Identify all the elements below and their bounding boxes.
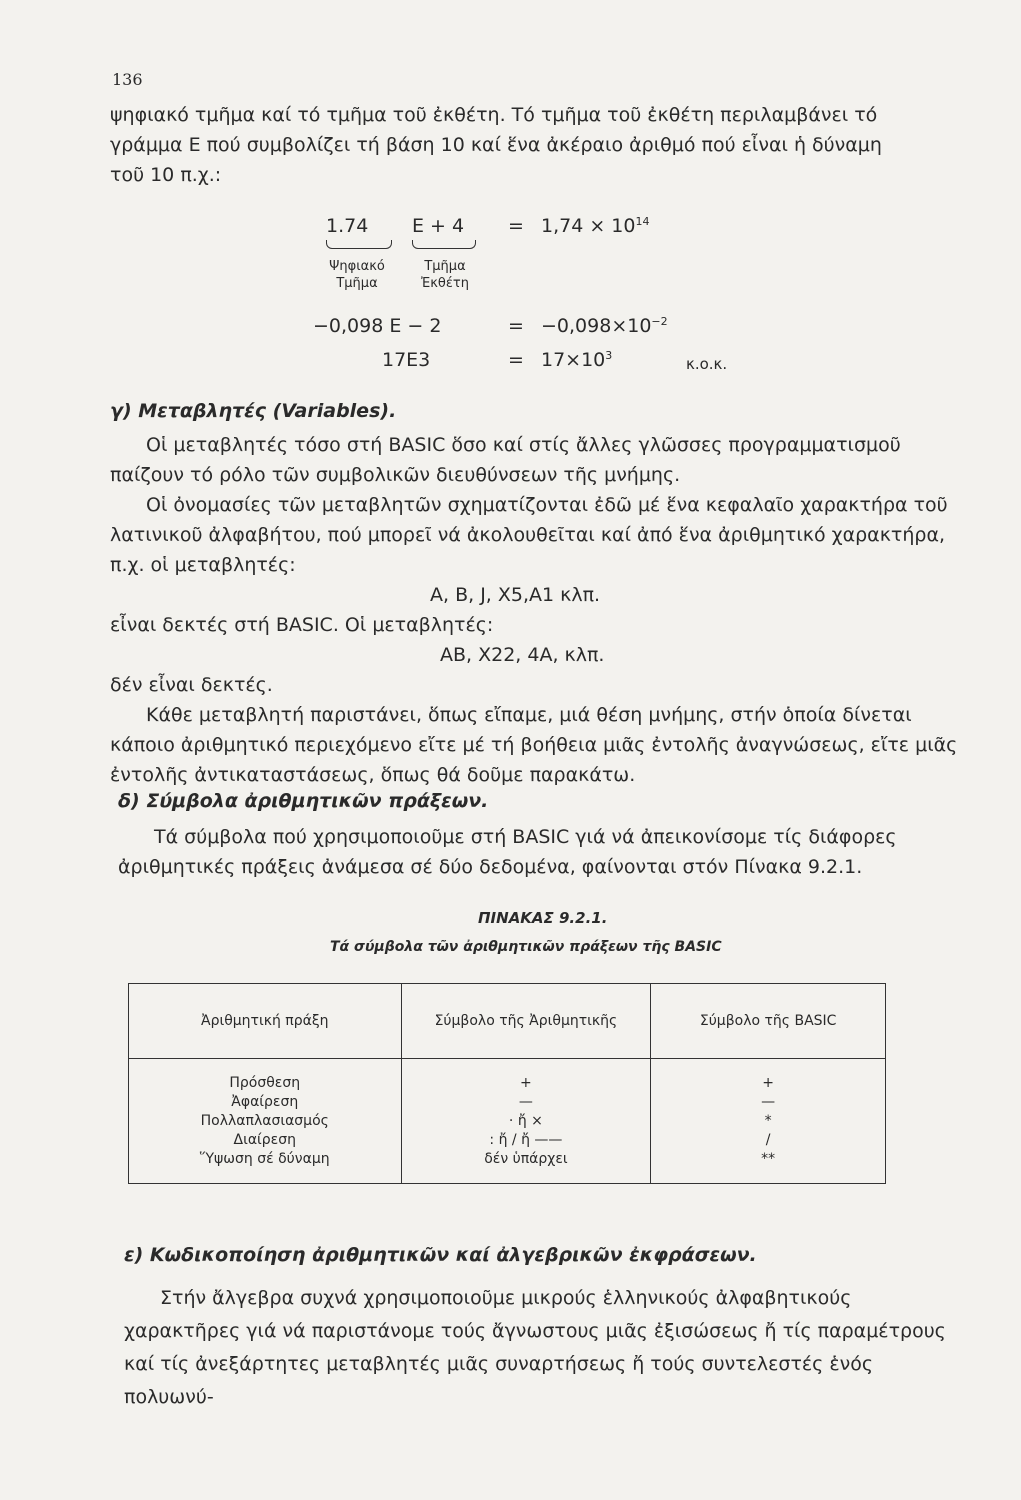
brace-label-digital (312, 258, 402, 292)
intro-line-1: ψηφιακό τμῆμα καί τό τμῆμα τοῦ ἐκθέτη. Τό τμῆμα τοῦ ἐκθέτη περιλαμβάνει τό (110, 104, 878, 126)
brace-digital-part (326, 240, 392, 249)
brace-label-digital-line2: Τμῆμα (336, 276, 378, 291)
basic-symbol-subtraction: — (761, 1093, 776, 1110)
intro-line-2: γράμμα Ε πού συμβολίζει τή βάση 10 καί ἕνα ἀκέραιο ἀριθμό πού εἶναι ἡ δύναμη (110, 134, 882, 156)
basic-symbol-division: / (765, 1131, 771, 1148)
example1-value-base: 1,74 × 10 (541, 215, 636, 237)
example1-mantissa: 1.74 (326, 215, 369, 237)
table-caption-title: ΠΙΝΑΚΑΣ 9.2.1. (478, 909, 608, 927)
example1-equals: = (508, 215, 524, 237)
page-number: 136 (112, 70, 143, 89)
math-symbol-multiplication: · ἤ × (508, 1112, 543, 1129)
operation-addition: Πρόσθεση (229, 1074, 301, 1091)
operation-multiplication: Πολλαπλασιασμός (200, 1112, 329, 1129)
invalid-variables-list: AB, X22, 4A, κλπ. (440, 644, 605, 666)
gamma-paragraph-1: Οἱ μεταβλητές τόσο στή BASIC ὅσο καί στίς ἄλλες γλῶσσες προγραμματισμοῦ παίζουν τό ρόλο τῶν συμβολικῶν διευθύνσεων τῆς μνήμης. (110, 434, 901, 486)
gamma-paragraph-2: Οἱ ὀνομασίες τῶν μεταβλητῶν σχηματίζονται ἐδῶ μέ ἕνα κεφαλαῖο χαρακτήρα τοῦ λατινικοῦ ἀλφαβήτου, πού μπορεῖ νά ἀκολουθεῖται καί ἀπό ἕνα ἀριθμητικό χαρακτήρα, π.χ. οἱ μεταβλητές: (110, 494, 948, 576)
example2-value (541, 315, 668, 337)
operations-table (128, 983, 886, 1184)
header-math-symbol: Σύμβολο τῆς Ἀριθμητικῆς (401, 984, 651, 1059)
math-symbol-division: : ἤ / ἤ —— (489, 1131, 563, 1148)
epsilon-paragraph-1: Στήν ἄλγεβρα συχνά χρησιμοποιοῦμε μικρούς ἑλληνικούς ἀλφαβητικούς χαρακτῆρες γιά νά παριστάνομε τούς ἄγνωστους μιᾶς ἐξισώσεως ἤ τίς παραμέτρους καί τίς ἀνεξάρτητες μεταβλητές μιᾶς συναρτήσεως ἤ τούς συντελεστές ἑνός πολυωνύ- (124, 1287, 946, 1408)
valid-variables-list: A, B, J, X5,A1 κλπ. (430, 584, 601, 606)
basic-symbol-exponentiation: ** (761, 1150, 776, 1167)
brace-label-exponent (400, 258, 490, 292)
brace-label-digital-line1: Ψηφιακό (329, 259, 385, 274)
example3-value-exponent: 3 (605, 349, 613, 362)
gamma-paragraph-5: Κάθε μεταβλητή παριστάνει, ὅπως εἴπαμε, μιά θέση μνήμης, στήν ὁποία δίνεται κάποιο ἀριθμητικό περιεχόμενο εἴτε μέ τή βοήθεια μιᾶς ἐντολῆς ἀναγνώσεως, εἴτε μιᾶς ἐντολῆς ἀντικαταστάσεως, ὅπως θά δοῦμε παρακάτω. (110, 704, 958, 786)
gamma-paragraph-4: δέν εἶναι δεκτές. (110, 674, 273, 696)
example3-note: κ.ο.κ. (686, 355, 728, 373)
example2-left: −0,098 E − 2 (313, 315, 442, 337)
brace-label-exponent-line2: Ἐκθέτη (421, 276, 469, 291)
basic-symbols-cell (651, 1059, 886, 1184)
example1-value-exponent: 14 (635, 215, 650, 228)
example1-value (541, 215, 649, 237)
section-delta-body (118, 822, 958, 882)
math-symbols-cell (401, 1059, 651, 1184)
section-gamma-heading: γ) Μεταβλητές (Variables). (110, 400, 397, 422)
header-basic-symbol: Σύμβολο τῆς BASIC (651, 984, 886, 1059)
table-body-row (129, 1059, 886, 1184)
math-symbol-addition: + (520, 1074, 532, 1091)
operation-division: Διαίρεση (233, 1131, 296, 1148)
example3-left: 17E3 (382, 349, 431, 371)
intro-paragraph (110, 100, 965, 190)
basic-symbol-addition: + (762, 1074, 775, 1091)
brace-exponent-part (412, 240, 476, 249)
section-gamma-body (110, 430, 965, 790)
example2-value-exponent: −2 (651, 315, 668, 328)
basic-symbol-multiplication: * (764, 1112, 772, 1129)
table-caption-subtitle: Τά σύμβολα τῶν ἀριθμητικῶν πράξεων τῆς BASIC (330, 939, 722, 955)
example3-equals: = (508, 349, 524, 371)
example2-value-base: −0,098×10 (541, 315, 652, 337)
header-operation: Ἀριθμητική πράξη (129, 984, 402, 1059)
section-delta-heading: δ) Σύμβολα ἀριθμητικῶν πράξεων. (118, 790, 489, 812)
section-epsilon-body (124, 1282, 964, 1414)
table-header-row (129, 984, 886, 1059)
example1-exponent: E + 4 (412, 215, 465, 237)
math-symbol-exponentiation: δέν ὑπάρχει (484, 1150, 568, 1167)
math-symbol-subtraction: — (518, 1093, 533, 1110)
intro-line-3: τοῦ 10 π.χ.: (110, 164, 222, 186)
example3-value-base: 17×10 (541, 349, 606, 371)
operations-cell (129, 1059, 402, 1184)
delta-paragraph-1: Τά σύμβολα πού χρησιμοποιοῦμε στή BASIC γιά νά ἀπεικονίσομε τίς διάφορες ἀριθμητικές πράξεις ἀνάμεσα σέ δύο δεδομένα, φαίνονται στόν Πίνακα 9.2.1. (118, 826, 897, 878)
brace-label-exponent-line1: Τμῆμα (424, 259, 466, 274)
example2-equals: = (508, 315, 524, 337)
example3-value (541, 349, 612, 371)
operation-subtraction: Ἀφαίρεση (231, 1093, 299, 1110)
operation-exponentiation: Ὕψωση σέ δύναμη (199, 1150, 330, 1167)
section-epsilon-heading: ε) Κωδικοποίηση ἀριθμητικῶν καί ἀλγεβρικῶν ἐκφράσεων. (124, 1244, 757, 1266)
gamma-paragraph-3: εἶναι δεκτές στή BASIC. Οἱ μεταβλητές: (110, 614, 494, 636)
